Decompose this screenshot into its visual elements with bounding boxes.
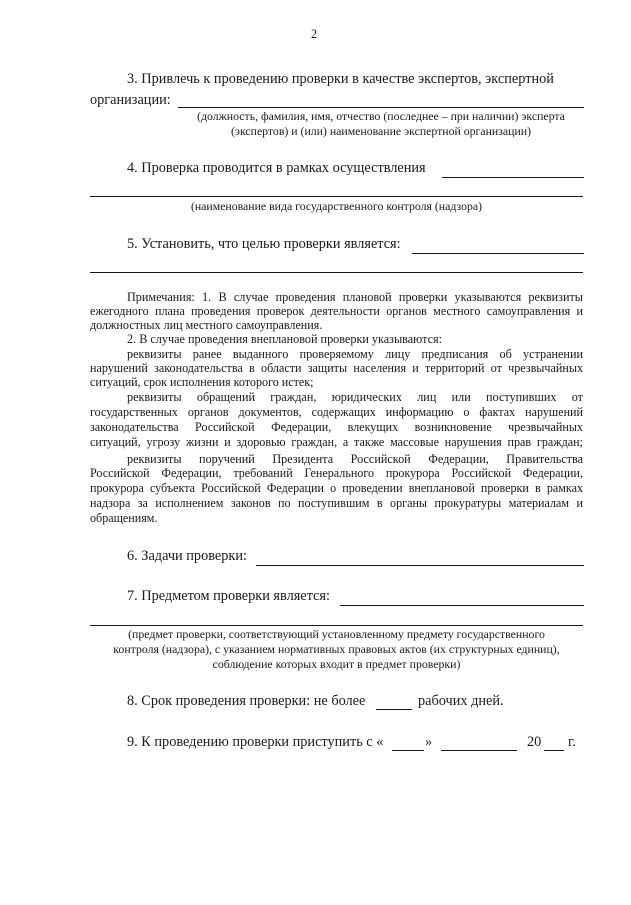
item7-caption-2: контроля (надзора), с указанием нормативных правовых актов (их структурных единиц), [113,642,560,656]
item8-suffix: рабочих дней. [418,693,504,709]
item4-label: 4. Проверка проводится в рамках осуществления [127,160,426,176]
item7-label: 7. Предметом проверки является: [127,588,330,604]
item5-blank-field-2[interactable] [90,272,583,273]
item7-caption-1: (предмет проверки, соответствующий установленному предмету государственного [128,627,545,641]
notes-line-14: прокурора субъекта Российской Федерации о проведении внеплановой проверки в рамках [90,481,583,495]
notes-line-2: ежегодного плана проведения проверок деятельности органов местного самоуправления и [90,304,583,318]
item5-blank-field-1[interactable] [412,253,584,254]
notes-line-11: ситуаций, угрозу жизни и здоровью граждан, а также массовые нарушения прав граждан; [90,435,583,449]
item3-blank-field[interactable] [178,107,584,108]
item9-year-prefix: 20 [527,734,542,750]
item4-caption: (наименование вида государственного контроля (надзора) [190,199,483,213]
item4-blank-field-1[interactable] [442,177,584,178]
item7-blank-field-2[interactable] [90,625,583,626]
item9-year-suffix: г. [568,734,576,750]
notes-line-16: обращениям. [90,511,158,525]
notes-line-7: ситуаций, срок исполнения которого истек; [90,375,314,389]
notes-line-9: государственных органов документов, содержащих информацию о фактах нарушений [90,405,583,419]
item9-label: 9. К проведению проверки приступить с « [127,734,384,750]
item8-label: 8. Срок проведения проверки: не более [127,693,366,709]
notes-line-4: 2. В случае проведения внеплановой проверки указываются: [127,332,442,346]
page-number: 2 [311,27,318,41]
item9-quote-close: » [425,734,433,750]
item7-caption-3: соблюдение которых входит в предмет проверки) [212,657,461,671]
notes-line-3: должностных лиц местного самоуправления. [90,318,323,332]
notes-line-12: реквизиты поручений Президента Российской Федерации, Правительства [127,452,583,466]
item9-year-field[interactable] [544,750,564,751]
item6-label: 6. Задачи проверки: [127,548,247,564]
notes-line-13: Российской Федерации, требований Генерального прокурора Российской Федерации, [90,466,583,480]
notes-line-1: Примечания: 1. В случае проведения плановой проверки указываются реквизиты [127,290,583,304]
item3-caption-2: (экспертов) и (или) наименование экспертной организации) [230,124,532,138]
notes-line-8: реквизиты обращений граждан, юридических лиц или поступивших от [127,390,583,404]
item4-blank-field-2[interactable] [90,196,583,197]
item8-days-field[interactable] [376,709,412,710]
item3-line1: 3. Привлечь к проведению проверки в качестве экспертов, экспертной [127,71,554,87]
item9-day-field[interactable] [392,750,424,751]
item3-label: организации: [90,92,171,108]
item3-caption-1: (должность, фамилия, имя, отчество (последнее – при наличии) эксперта [197,109,565,123]
item7-blank-field-1[interactable] [340,605,584,606]
item9-month-field[interactable] [441,750,517,751]
notes-line-15: надзора за исполнением законов по поступившим в органы прокуратуры материалам и [90,496,583,510]
item6-blank-field[interactable] [256,565,584,566]
notes-line-6: нарушений законодательства в области защиты населения и территорий от чрезвычайных [90,361,583,375]
notes-line-10: законодательства Российской Федерации, влекущих возникновение чрезвычайных [90,420,583,434]
item5-label: 5. Установить, что целью проверки является: [127,236,401,252]
notes-line-5: реквизиты ранее выданного проверяемому лицу предписания об устранении [127,347,583,361]
